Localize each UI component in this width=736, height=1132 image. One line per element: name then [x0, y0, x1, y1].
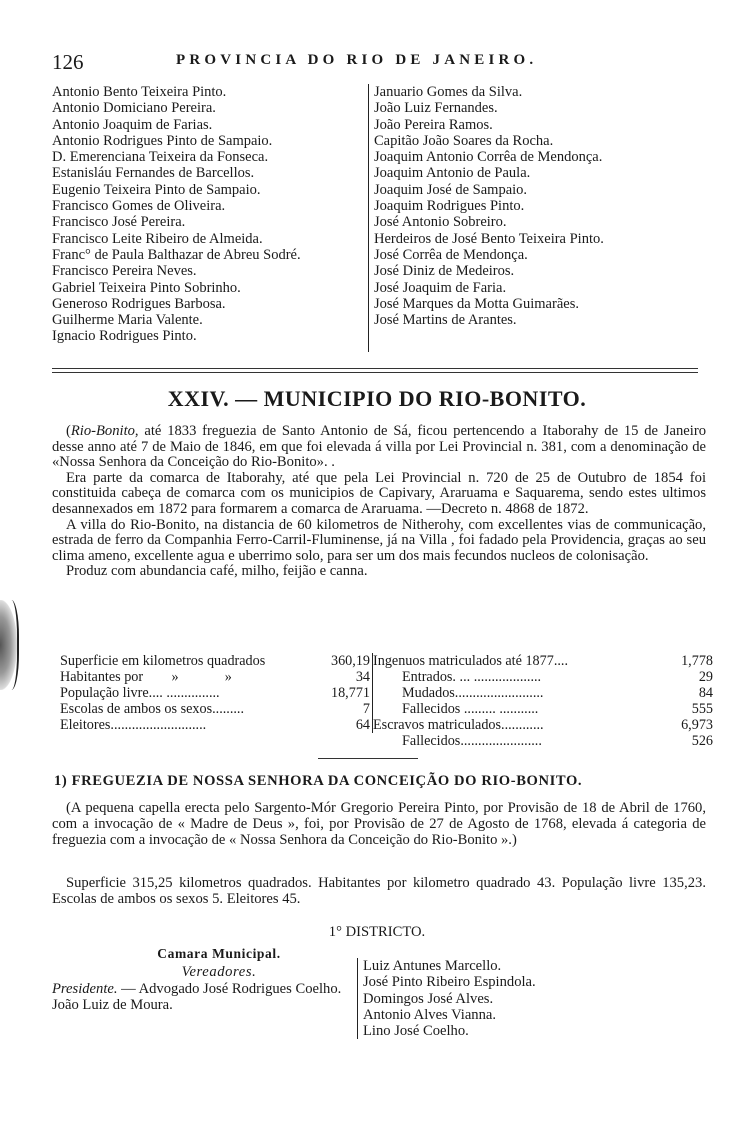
- stat-row: Entrados. ... ................... 29: [402, 669, 713, 685]
- list-item: Francisco Pereira Neves.: [52, 263, 197, 280]
- stat-row: População livre.... ............... 18,771: [60, 685, 370, 701]
- list-item: Antonio Domiciano Pereira.: [52, 100, 216, 117]
- camara-title: Camara Municipal.: [157, 946, 281, 961]
- stat-row: Fallecidos....................... 526: [402, 733, 713, 749]
- place-name: Rio-Bonito: [70, 423, 135, 439]
- list-item: Antonio Joaquim de Farias.: [52, 116, 213, 133]
- section-title: XXIV. — MUNICIPIO DO RIO-BONITO.: [167, 386, 587, 411]
- list-item: Domingos José Alves.: [363, 990, 494, 1007]
- list-item: Antonio Bento Teixeira Pinto.: [52, 84, 227, 100]
- vereadores-heading: Vereadores.: [181, 964, 257, 981]
- list-item: Francisco José Pereira.: [52, 214, 186, 231]
- running-title: PROVINCIA DO RIO DE JANEIRO.: [176, 52, 538, 68]
- subsection-title: 1) FREGUEZIA DE NOSSA SENHORA DA CONCEIÇÃO DO RIO-BONITO.: [54, 773, 583, 789]
- stat-row: Mudados......................... 84: [402, 685, 713, 701]
- list-item: Lino José Coelho.: [363, 1023, 469, 1040]
- list-item: Capitão João Soares da Rocha.: [374, 132, 554, 149]
- list-item: Generoso Rodrigues Barbosa.: [52, 295, 226, 312]
- president-entry: Presidente. — Advogado José Rodrigues Coelho.: [52, 980, 342, 997]
- list-item: Franc° de Paula Balthazar de Abreu Sodré.: [52, 246, 301, 263]
- section-divider: [52, 368, 698, 373]
- list-item: João Pereira Ramos.: [374, 116, 493, 133]
- page-header: [52, 50, 702, 74]
- list-item: Joaquim Rodrigues Pinto.: [374, 198, 525, 215]
- comarca-paragraph: Era parte da comarca de Itaborahy, até que pela Lei Provincial n. 720 de 25 de Outubro de 1854 foi constituida cabeça de comarca com os municipios de Capivary, Araruama e Saquarema, sendo estes ultimos desannexados em 1872 para formarem a comarca de Araruama. —Decreto n. 4868 de 1872.: [52, 469, 706, 517]
- stat-row: Ingenuos matriculados até 1877.... 1,778: [373, 653, 713, 669]
- produce-paragraph: Produz com abundancia café, milho, feijão e canna.: [66, 563, 368, 580]
- stat-row: Escravos matriculados............ 6,973: [373, 717, 713, 733]
- list-item: José Martins de Arantes.: [374, 312, 517, 329]
- list-item: Ignacio Rodrigues Pinto.: [52, 328, 197, 345]
- short-divider: [318, 758, 418, 759]
- stat-row: Eleitores........................... 64: [60, 717, 370, 733]
- page-number: 126: [52, 50, 84, 74]
- landowner-list-right: [368, 84, 708, 352]
- statistics-right: [373, 653, 713, 749]
- list-item: José Joaquim de Faria.: [374, 279, 507, 296]
- president-label: Presidente.: [52, 980, 118, 997]
- list-item: Antonio Rodrigues Pinto de Sampaio.: [52, 132, 273, 149]
- district-heading: 1° DISTRICTO.: [328, 924, 426, 940]
- list-item: Gabriel Teixeira Pinto Sobrinho.: [52, 279, 241, 296]
- list-item: Joaquim Antonio Corrêa de Mendonça.: [374, 149, 603, 166]
- list-item: Joaquim Antonio de Paula.: [374, 165, 531, 182]
- list-item: D. Emerenciana Teixeira da Fonseca.: [52, 149, 269, 166]
- list-item: Herdeiros de José Bento Teixeira Pinto.: [374, 230, 604, 247]
- villa-paragraph: A villa do Rio-Bonito, na distancia de 60 kilometros de Nitherohy, com excellentes vias de communicação, estrada de ferro da Companhia Ferro-Carril-Fluminense, já na Villa , foi fadado pela Providencia, graças ao seu clima ameno, excellente agua e uberrimo solo, para ser um dos mais fecundos nucleos de colonisação.: [52, 516, 706, 564]
- stat-row: Superficie em kilometros quadrados 360,19: [60, 653, 370, 669]
- list-item: Luiz Antunes Marcello.: [363, 958, 502, 974]
- landowner-list-left: [52, 84, 368, 345]
- list-item: Joaquim José de Sampaio.: [374, 181, 528, 198]
- landowner-list: [52, 84, 702, 360]
- camara-right-column: [357, 958, 663, 1039]
- list-item: José Corrêa de Mendonça.: [374, 246, 528, 263]
- list-item: Januario Gomes da Silva.: [374, 84, 523, 100]
- stat-row: Habitantes por » » 34: [60, 669, 370, 685]
- list-item: Eugenio Teixeira Pinto de Sampaio.: [52, 181, 261, 198]
- parish-history: (A pequena capella erecta pelo Sargento-Mór Gregorio Pereira Pinto, por Provisão de 18 de Abril de 1760, com a invocação de « Madre de Deus », foi, por Provisão de 27 de Agosto de 1768, elevada á categoria de freguezia com a invocação de « Nossa Senhora da Conceição do Rio-Bonito ».): [52, 800, 706, 848]
- list-item: Francisco Gomes de Oliveira.: [52, 198, 226, 215]
- list-item: Francisco Leite Ribeiro de Almeida.: [52, 230, 263, 247]
- statistics-left: [60, 653, 373, 733]
- list-item: José Antonio Sobreiro.: [374, 214, 507, 231]
- list-item: Antonio Alves Vianna.: [363, 1006, 497, 1023]
- list-item: Estanisláu Fernandes de Barcellos.: [52, 165, 255, 182]
- stat-row: Escolas de ambos os sexos......... 7: [60, 701, 370, 717]
- list-item: José Diniz de Medeiros.: [374, 263, 515, 280]
- municipality-history: [52, 424, 706, 580]
- stat-row: Fallecidos ......... ........... 555: [402, 701, 713, 717]
- list-item: Guilherme Maria Valente.: [52, 312, 203, 329]
- camara-left-column: [52, 946, 356, 1013]
- intro-paragraph: (Rio-Bonito, até 1833 freguezia de Santo Antonio de Sá, ficou pertencendo a Itaborahy de 15 de Janeiro desse anno até 7 de Maio de 1846, em que foi elevada á villa por Lei Provincial n. 381, com a denominação de «Nossa Senhora da Conceição do Rio-Bonito». .: [52, 423, 706, 471]
- list-item: João Luiz Fernandes.: [374, 100, 498, 117]
- binding-edge-artifact: [0, 600, 19, 690]
- list-item: João Luiz de Moura.: [52, 996, 173, 1013]
- list-item: José Marques da Motta Guimarães.: [374, 295, 579, 312]
- parish-summary: Superficie 315,25 kilometros quadrados. Habitantes por kilometro quadrado 43. População livre 135,23. Escolas de ambos os sexos 5. Eleitores 45.: [52, 875, 706, 907]
- list-item: José Pinto Ribeiro Espindola.: [363, 974, 536, 991]
